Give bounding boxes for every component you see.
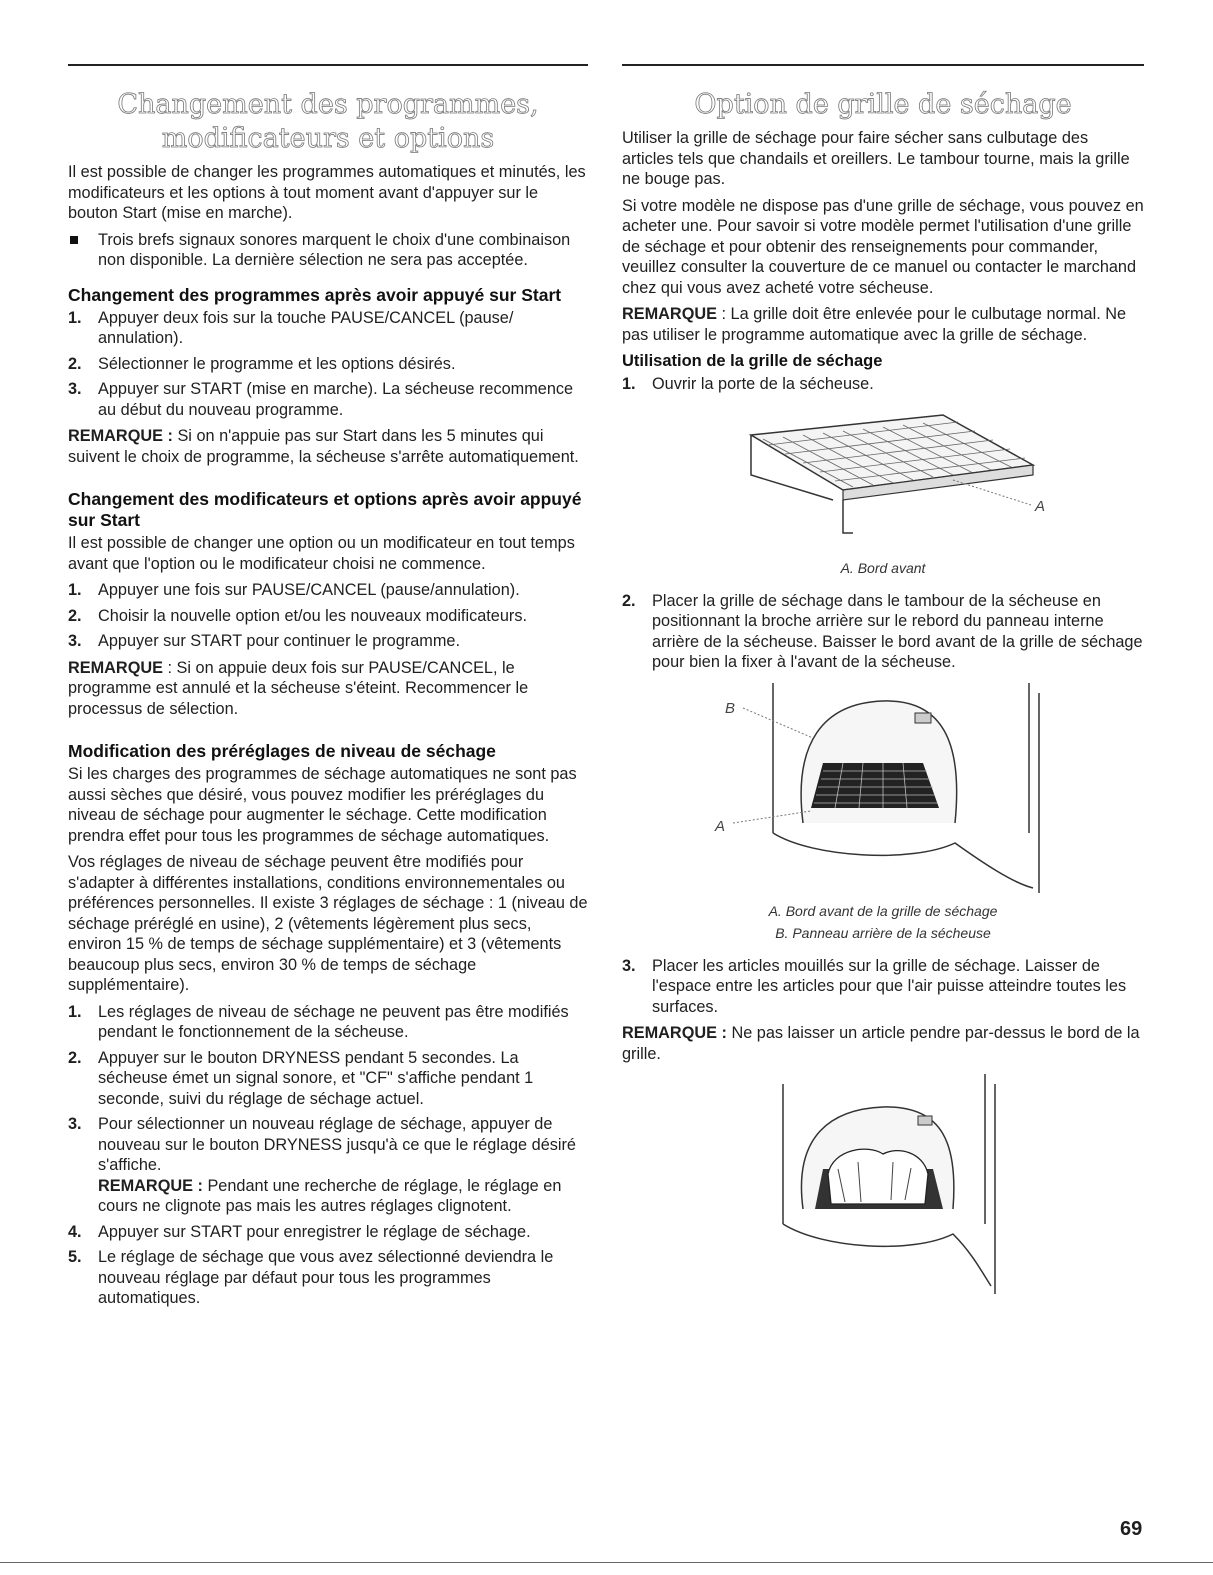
note-change-programs: REMARQUE : Si on n'appuie pas sur Start dans les 5 minutes qui suivent le choix de programme, la sécheuse s'arrête automatiquement. xyxy=(68,427,579,466)
list-item: 1. Appuyer deux fois sur la touche PAUSE/CANCEL (pause/ annulation). xyxy=(68,308,514,347)
list-item: 1. Les réglages de niveau de séchage ne peuvent pas être modifiés pendant le fonctionnement de la sécheuse. xyxy=(68,1002,569,1041)
bullet-text: Trois brefs signaux sonores marquent le choix d'une combinaison non disponible. La dernière sélection ne sera pas acceptée. xyxy=(98,230,571,269)
dryness-paragraph-1: Si les charges des programmes de séchage automatiques ne sont pas aussi sèches que désiré, vous pouvez modifier les préréglages du niveau de séchage pour augmenter le séchage. Cette modification prendra effet pour tous les programmes de séchage automatiques. xyxy=(68,765,577,845)
right-column xyxy=(622,64,1144,1299)
step-1-list xyxy=(622,374,1144,395)
list-item: 4. Appuyer sur START pour enregistrer le réglage de séchage. xyxy=(68,1222,531,1241)
figure-2-caption-b: B. Panneau arrière de la sécheuse xyxy=(775,924,991,941)
rack-paragraph-1: Utiliser la grille de séchage pour faire sécher sans culbutage des articles tels que chandails et oreillers. Le tambour tourne, mais la grille ne bouge pas. xyxy=(622,129,1130,188)
list-item: 3. Placer les articles mouillés sur la grille de séchage. Laisser de l'espace entre les articles pour que l'air puisse atteindre toutes les surfaces. xyxy=(622,956,1127,1016)
steps-dryness xyxy=(68,1002,588,1309)
bottom-rule xyxy=(0,1562,1213,1563)
step-2-list xyxy=(622,591,1144,673)
modifiers-intro: Il est possible de changer une option ou un modificateur en tout temps avant que l'option ou le modificateur choisi ne commence. xyxy=(68,534,575,573)
left-column xyxy=(68,64,588,1315)
rack-note-1: REMARQUE : La grille doit être enlevée pour le culbutage normal. Ne pas utiliser le programme automatique avec la grille de séchage. xyxy=(622,305,1127,344)
steps-change-modifiers xyxy=(68,580,588,652)
list-item: 2. Choisir la nouvelle option et/ou les nouveaux modificateurs. xyxy=(68,606,527,625)
bullet-item xyxy=(68,230,588,271)
figure-label-a: A xyxy=(1035,497,1046,515)
drying-rack-illustration xyxy=(713,405,1053,555)
list-item: 3. Appuyer sur START (mise en marche). La sécheuse recommence au début du nouveau programme. xyxy=(68,380,574,419)
figure-2-caption-a: A. Bord avant de la grille de séchage xyxy=(768,902,998,919)
bullet-square-icon xyxy=(70,236,78,244)
top-rule-left xyxy=(68,64,588,66)
rack-in-drum-illustration xyxy=(703,683,1063,898)
step-3-list xyxy=(622,956,1144,1018)
figure-label-a: A xyxy=(715,817,726,835)
list-item: 2. Placer la grille de séchage dans le tambour de la sécheuse en positionnant la broche arrière sur le rebord du panneau interne arrière de la sécheuse. Baisser le bord avant de la grille de séchage pour bien la fixer à l'avant de la sécheuse. xyxy=(622,591,1143,671)
figure-1-caption: A. Bord avant xyxy=(840,559,926,576)
list-item: 1. Appuyer une fois sur PAUSE/CANCEL (pause/annulation). xyxy=(68,581,520,599)
top-rule-right xyxy=(622,64,1144,66)
list-item: 3. Pour sélectionner un nouveau réglage de séchage, appuyer de nouveau sur le bouton DRYNESS jusqu'à ce que le réglage désiré s'affiche. REMARQUE : Pendant une recherche de réglage, le réglage en cours ne clignote pas mais les autres réglages clignotent. xyxy=(68,1115,576,1215)
heading-change-modifiers: Changement des modificateurs et options après avoir appuyé sur Start xyxy=(68,489,582,530)
heading-using-rack: Utilisation de la grille de séchage xyxy=(622,352,883,370)
page-number: 69 xyxy=(1120,1518,1143,1540)
note-change-modifiers: REMARQUE : Si on appuie deux fois sur PAUSE/CANCEL, le programme est annulé et la sécheuse s'éteint. Recommencer le processus de sélection. xyxy=(68,658,529,718)
section-title-left: Changement des programmes, modificateurs et options xyxy=(117,89,539,154)
list-item: 5. Le réglage de séchage que vous avez sélectionné deviendra le nouveau réglage par défaut pour tous les programmes automatiques. xyxy=(68,1248,554,1307)
list-item: 2. Appuyer sur le bouton DRYNESS pendant 5 secondes. La sécheuse émet un signal sonore, et "CF" s'affiche pendant 1 seconde, suivi du réglage de séchage actuel. xyxy=(68,1048,534,1108)
list-item: 2. Sélectionner le programme et les options désirés. xyxy=(68,354,456,373)
items-on-rack-illustration xyxy=(733,1074,1033,1299)
heading-dryness-presets: Modification des préréglages de niveau de séchage xyxy=(68,741,496,761)
heading-change-programs: Changement des programmes après avoir appuyé sur Start xyxy=(68,284,562,305)
steps-change-programs xyxy=(68,308,588,421)
section-title-right: Option de grille de séchage xyxy=(694,89,1072,120)
rack-note-2: REMARQUE : Ne pas laisser un article pendre par-dessus le bord de la grille. xyxy=(622,1024,1140,1063)
rack-paragraph-2: Si votre modèle ne dispose pas d'une grille de séchage, vous pouvez en acheter une. Pour savoir si votre modèle permet l'utilisation d'une grille de séchage et pour obtenir des renseignements pour commander, veuillez consulter la couverture de ce manuel ou contacter le marchand chez qui vous avez acheté votre sécheuse. xyxy=(622,196,1144,297)
list-item: 1. Ouvrir la porte de la sécheuse. xyxy=(622,375,874,393)
dryness-paragraph-2: Vos réglages de niveau de séchage peuvent être modifiés pour s'adapter à différentes installations, conditions environnementales ou préférences personnelles. Il existe 3 réglages de séchage : 1 (niveau de séchage préréglé en usine), 2 (vêtements légèrement plus secs, environ 15 % de temps de séchage supplémentaire) et 3 (vêtements beaucoup plus secs, environ 30 % de temps de séchage supplémentaire). xyxy=(68,853,588,994)
list-item: 3. Appuyer sur START pour continuer le programme. xyxy=(68,632,460,650)
figure-label-b: B xyxy=(725,699,736,717)
bullet-list xyxy=(68,230,588,271)
intro-paragraph: Il est possible de changer les programmes automatiques et minutés, les modificateurs et les options à tout moment avant d'appuyer sur le bouton Start (mise en marche). xyxy=(68,163,586,222)
